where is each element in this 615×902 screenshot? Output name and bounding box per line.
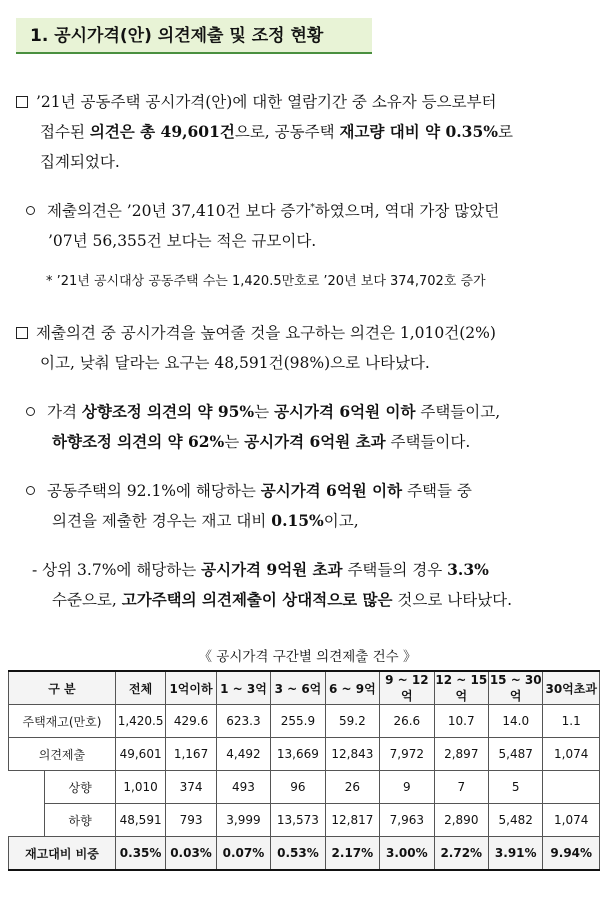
table-header: 구 분 [9,671,116,705]
table-cell: 2,890 [434,804,488,837]
table-cell: 48,591 [115,804,165,837]
table-cell: 2.72% [434,837,488,871]
table-row [9,738,600,771]
table-cell: 4,492 [216,738,270,771]
table-cell: 26 [325,771,379,804]
circle-bullet-icon [26,206,35,215]
table-cell: 493 [216,771,270,804]
table-cell: 793 [166,804,216,837]
table-header: 1 ~ 3억 [216,671,270,705]
table-cell: 49,601 [115,738,165,771]
paragraph-up-down-requests: 제출의견 중 공시가격을 높여줄 것을 요구하는 의견은 1,010건(2%) 이고, 낮춰 달라는 요구는 48,591건(98%)으로 나타났다. [16,318,606,378]
table-header: 30억초과 [543,671,600,705]
table-cell: 9 [380,771,434,804]
table-cell: 7,972 [380,738,434,771]
indent-spacer [9,804,45,837]
table-header-row [9,671,600,705]
table-cell: 1,074 [543,804,600,837]
table-row [9,837,600,871]
table-cell: 2,897 [434,738,488,771]
table-cell: 3.91% [489,837,543,871]
table-cell: 5 [489,771,543,804]
table-header: 3 ~ 6억 [271,671,325,705]
table-cell: 9.94% [543,837,600,871]
indent-spacer [9,771,45,804]
table-cell: 255.9 [271,705,325,738]
row-label: 의견제출 [9,738,116,771]
paragraph-comparison: 제출의견은 ’20년 37,410건 보다 증가*하였으며, 역대 가장 많았던 ’07년 56,355건 보다는 적은 규모이다. [16,193,606,256]
table-row [9,705,600,738]
table-cell: 5,482 [489,804,543,837]
footnote: * ’21년 공시대상 공동주택 수는 1,420.5만호로 ’20년 보다 374,702호 증가 [46,274,486,289]
table-cell: 374 [166,771,216,804]
table-header: 전체 [115,671,165,705]
table-cell: 12,843 [325,738,379,771]
paragraph-share-lower: 공동주택의 92.1%에 해당하는 공시가격 6억원 이하 주택들 중 의견을 제출한 경우는 재고 대비 0.15%이고, [16,476,606,536]
table-cell: 59.2 [325,705,379,738]
circle-bullet-icon [26,486,35,495]
table-cell [543,771,600,804]
table-cell: 26.6 [380,705,434,738]
table-row [9,771,600,804]
table-cell: 0.07% [216,837,270,871]
opinion-table [8,670,600,871]
table-cell: 623.3 [216,705,270,738]
table-cell: 1.1 [543,705,600,738]
row-label: 재고대비 비중 [9,837,116,871]
row-label: 상향 [45,771,116,804]
table-cell: 0.03% [166,837,216,871]
table-header: 6 ~ 9억 [325,671,379,705]
table-cell: 1,167 [166,738,216,771]
table-cell: 3.00% [380,837,434,871]
checkbox-square-icon [16,96,28,108]
table-cell: 5,487 [489,738,543,771]
table-cell: 429.6 [166,705,216,738]
table-cell: 1,420.5 [115,705,165,738]
section-title: 1. 공시가격(안) 의견제출 및 조정 현황 [16,18,372,54]
row-label: 하향 [45,804,116,837]
table-cell: 1,074 [543,738,600,771]
table-header: 1억이하 [166,671,216,705]
table-cell: 0.53% [271,837,325,871]
table-caption: 《 공시가격 구간별 의견제출 건수 》 [198,649,417,665]
table-header: 15 ~ 30억 [489,672,542,703]
table-cell: 7,963 [380,804,434,837]
checkbox-square-icon [16,327,28,339]
table-cell: 7 [434,771,488,804]
table-cell: 12,817 [325,804,379,837]
circle-bullet-icon [26,407,35,416]
row-label: 주택재고(만호) [9,705,116,738]
table-cell: 13,669 [271,738,325,771]
paragraph-price-range: 가격 상향조정 의견의 약 95%는 공시가격 6억원 이하 주택들이고, 하향조정 의견의 약 62%는 공시가격 6억원 초과 주택들이다. [16,397,606,457]
table-cell: 0.35% [115,837,165,871]
table-cell: 1,010 [115,771,165,804]
paragraph-share-upper: - 상위 3.7%에 해당하는 공시가격 9억원 초과 주택들의 경우 3.3% 수준으로, 고가주택의 의견제출이 상대적으로 많은 것으로 나타났다. [32,560,513,609]
table-cell: 2.17% [325,837,379,871]
paragraph-total-opinions: ’21년 공동주택 공시가격(안)에 대한 열람기간 중 소유자 등으로부터 접수된 의견은 총 49,601건으로, 공동주택 재고량 대비 약 0.35%로 집계되었다. [16,87,606,177]
table-cell: 96 [271,771,325,804]
table-header: 12 ~ 15억 [435,672,488,703]
table-row [9,804,600,837]
table-cell: 10.7 [434,705,488,738]
table-cell: 3,999 [216,804,270,837]
table-cell: 14.0 [489,705,543,738]
table-cell: 13,573 [271,804,325,837]
table-header: 9 ~ 12억 [380,671,434,705]
